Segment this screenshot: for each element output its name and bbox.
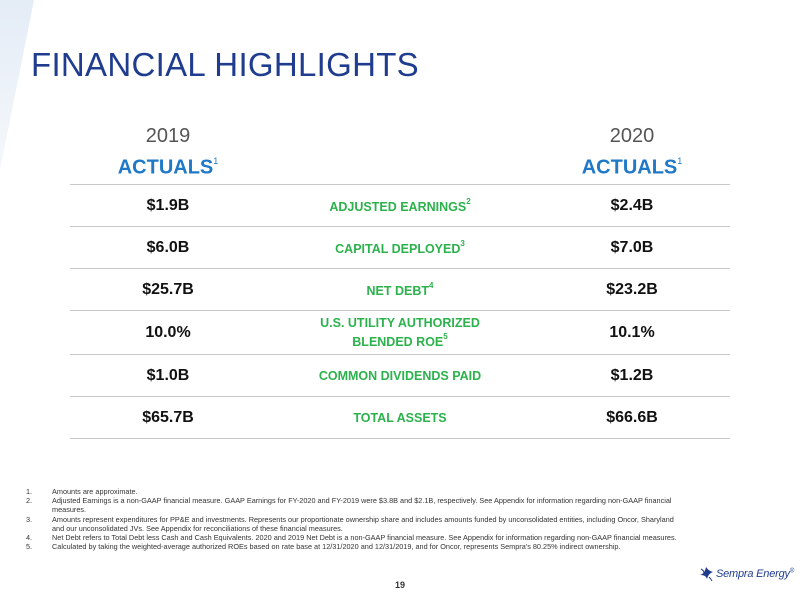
column-year: 2019 xyxy=(145,125,191,147)
metric-label: COMMON DIVIDENDS PAID xyxy=(318,368,482,383)
footnote-item: 4. Net Debt refers to Total Debt less Cash and Cash Equivalents. 2020 and 2019 Net Debt is a non-GAAP financial measure. See Appendix for information regarding non-GAAP financial measures. xyxy=(26,533,677,543)
metric-label: U.S. UTILITY AUTHORIZED BLENDED ROE$^5$ xyxy=(320,315,480,350)
column-header-2020 xyxy=(562,124,702,180)
table-row xyxy=(70,268,730,310)
metric-label: CAPITAL DEPLOYED$^3$ xyxy=(335,238,465,257)
value-2019: $6.0B xyxy=(146,238,190,256)
footnote-item: 2. Adjusted Earnings is a non-GAAP financial measure. GAAP Earnings for FY-2020 and FY-2019 were $3.8B and $2.1B, respectively. See Appendix for information regarding non-GAAP financial measures. xyxy=(26,496,672,515)
table-row xyxy=(70,354,730,396)
value-2020: $7.0B xyxy=(610,238,654,256)
footnote-marker: 1 xyxy=(677,156,683,166)
value-2020: $66.6B xyxy=(606,408,658,426)
footnote-item: 3. Amounts represent expenditures for PP&E and investments. Represents our proportionate ownership share and includes amounts funded by unconsolidated entities, including Oncor, Sharyland and our unconsolidated JVs. See Appendix for reconciliations of these financial measures. xyxy=(26,514,674,533)
footnote-marker: 5 xyxy=(443,331,448,341)
metric-label: ADJUSTED EARNINGS$^2$ xyxy=(329,196,471,215)
column-year: 2020 xyxy=(609,125,655,147)
logo-text: Sempra Energy® xyxy=(716,568,795,580)
value-2019: $1.9B xyxy=(146,196,190,214)
column-label: ACTUALS$^1$ xyxy=(117,156,219,179)
page-title: FINANCIAL HIGHLIGHTS xyxy=(31,46,419,83)
metric-label: NET DEBT$^4$ xyxy=(366,280,434,299)
footnote-item: 5. Calculated by taking the weighted-average authorized ROEs based on rate base at 12/31/2020 and 12/31/2019, and for Oncor, represents Sempra's 80.25% indirect ownership. xyxy=(26,542,621,552)
metric-label: TOTAL ASSETS xyxy=(353,410,447,425)
column-label: ACTUALS$^1$ xyxy=(581,156,683,179)
value-2019: 10.0% xyxy=(145,323,191,341)
table-row xyxy=(70,184,730,226)
footnote-marker: 4 xyxy=(429,280,434,290)
table-row xyxy=(70,310,730,354)
footnote-marker: 1 xyxy=(213,156,219,166)
value-2020: $23.2B xyxy=(606,280,658,298)
highlights-table xyxy=(70,184,730,439)
value-2020: 10.1% xyxy=(609,323,655,341)
value-2019: $1.0B xyxy=(146,366,190,384)
value-2020: $1.2B xyxy=(610,366,654,384)
company-logo xyxy=(698,566,794,582)
table-row xyxy=(70,396,730,439)
footnote-marker: 2 xyxy=(466,196,471,206)
page-number: 19 xyxy=(394,580,405,590)
value-2019: $65.7B xyxy=(142,408,194,426)
column-header-2019 xyxy=(98,124,238,180)
value-2020: $2.4B xyxy=(610,196,654,214)
footnote-item: 1. Amounts are approximate. xyxy=(26,487,138,496)
footnotes xyxy=(26,487,686,551)
corner-accent xyxy=(0,0,34,170)
sempra-logo-icon xyxy=(698,566,714,582)
value-2019: $25.7B xyxy=(142,280,194,298)
table-row xyxy=(70,226,730,268)
footnote-marker: 3 xyxy=(460,238,465,248)
